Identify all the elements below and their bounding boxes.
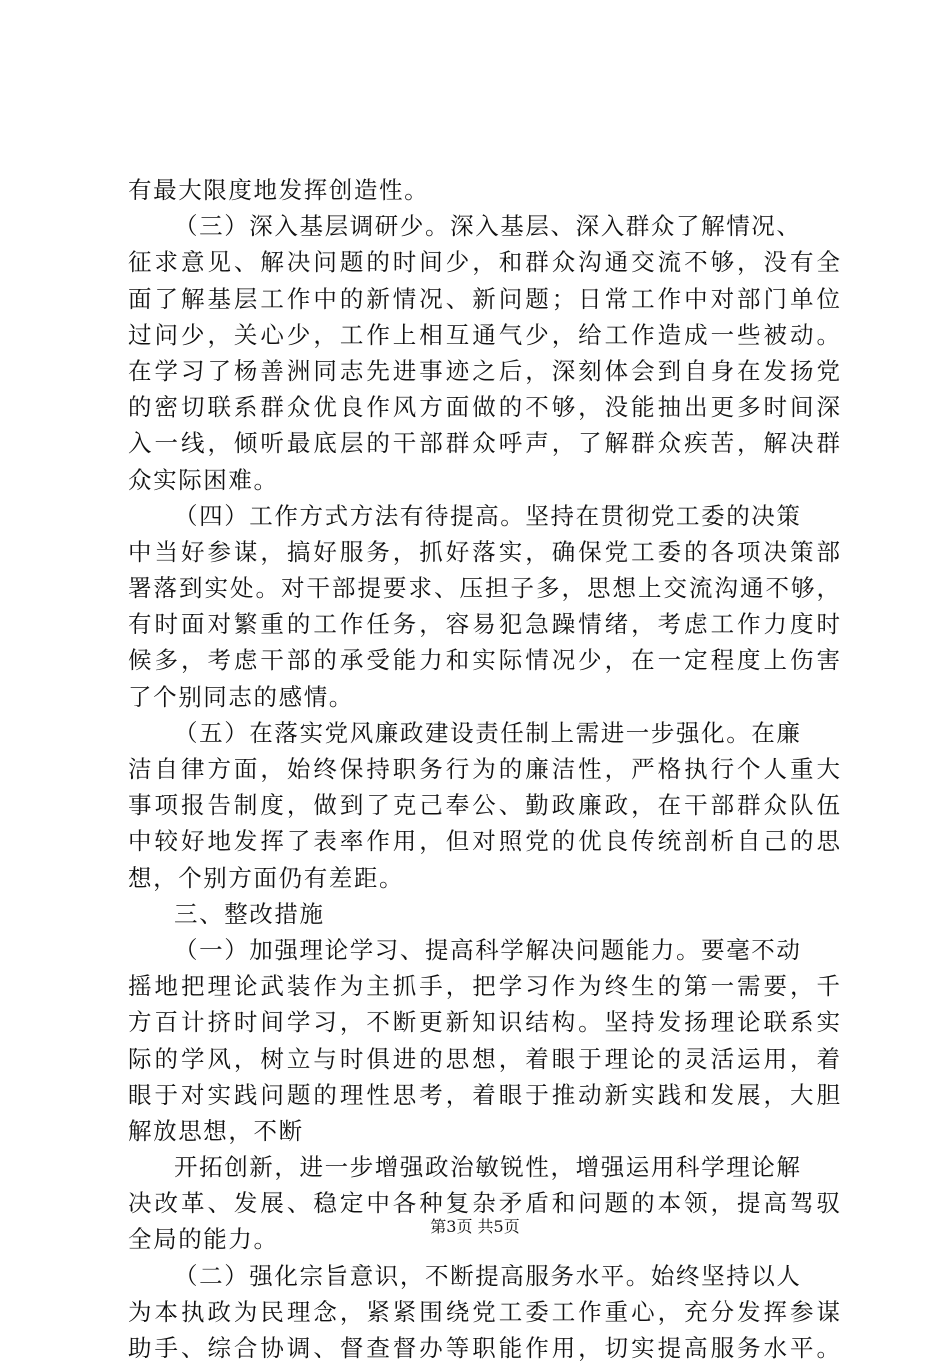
text-line: 有时面对繁重的工作任务，容易犯急躁情绪，考虑工作力度时 [128,610,840,639]
text-line: 候多，考虑干部的承受能力和实际情况少，在一定程度上伤害 [128,646,840,675]
text-line: 征求意见、解决问题的时间少，和群众沟通交流不够，没有全 [128,248,840,277]
paragraph-heading-line: （四）工作方式方法有待提高。坚持在贯彻党工委的决策 [174,501,802,530]
paragraph-heading-line: （一）加强理论学习、提高科学解决问题能力。要毫不动 [174,935,802,964]
paragraph-heading-line: （三）深入基层调研少。深入基层、深入群众了解情况、 [174,212,802,241]
text-line: 面了解基层工作中的新情况、新问题；日常工作中对部门单位 [128,284,840,313]
text-line: 开拓创新，进一步增强政治敏锐性，增强运用科学理论解 [174,1153,802,1182]
text-line: 中较好地发挥了表率作用，但对照党的优良传统剖析自己的思 [128,827,840,856]
text-line: 洁自律方面，始终保持职务行为的廉洁性，严格执行个人重大 [128,755,840,783]
body-text [128,172,840,1366]
text-line: 在学习了杨善洲同志先进事迹之后，深刻体会到自身在发扬党 [128,356,840,385]
text-line: 解放思想，不断 [128,1116,304,1145]
text-line: 中当好参谋，搞好服务，抓好落实，确保党工委的各项决策部 [128,537,840,566]
paragraph-heading-line: （二）强化宗旨意识，不断提高服务水平。始终坚持以人 [174,1261,802,1290]
text-line: 有最大限度地发挥创造性。 [128,176,430,204]
text-line: 过问少，关心少，工作上相互通气少，给工作造成一些被动。 [128,320,840,349]
text-line: 事项报告制度，做到了克己奉公、勤政廉政，在干部群众队伍 [128,791,840,820]
text-line: 决改革、发展、稳定中各种复杂矛盾和问题的本领，提高驾驭 [128,1189,840,1218]
paragraph-heading-line: （五）在落实党风廉政建设责任制上需进一步强化。在廉 [174,718,802,747]
section-heading: 三、整改措施 [174,899,325,928]
text-line: 全局的能力。 [128,1225,279,1254]
text-line: 助手、综合协调、督查督办等职能作用，切实提高服务水平。 [128,1334,840,1362]
text-line: 为本执政为民理念，紧紧围绕党工委工作重心，充分发挥参谋 [128,1297,840,1326]
text-line: 际的学风，树立与时俱进的思想，着眼于理论的灵活运用，着 [128,1044,840,1073]
text-line: 署落到实处。对干部提要求、压担子多，思想上交流沟通不够， [128,574,840,603]
text-line: 方百计挤时间学习，不断更新知识结构。坚持发扬理论联系实 [128,1008,840,1037]
text-line: 了个别同志的感情。 [128,682,354,711]
page-footer: 第3页 共5页 [430,1217,520,1236]
text-line: 眼于对实践问题的理性思考，着眼于推动新实践和发展，大胆 [128,1080,840,1109]
text-line: 的密切联系群众优良作风方面做的不够，没能抽出更多时间深 [128,393,840,422]
text-line: 入一线，倾听最底层的干部群众呼声，了解群众疾苦，解决群 [128,429,840,458]
text-line: 摇地把理论武装作为主抓手，把学习作为终生的第一需要，千 [128,972,840,1001]
text-line: 想，个别方面仍有差距。 [128,863,405,892]
text-line: 众实际困难。 [128,465,279,494]
